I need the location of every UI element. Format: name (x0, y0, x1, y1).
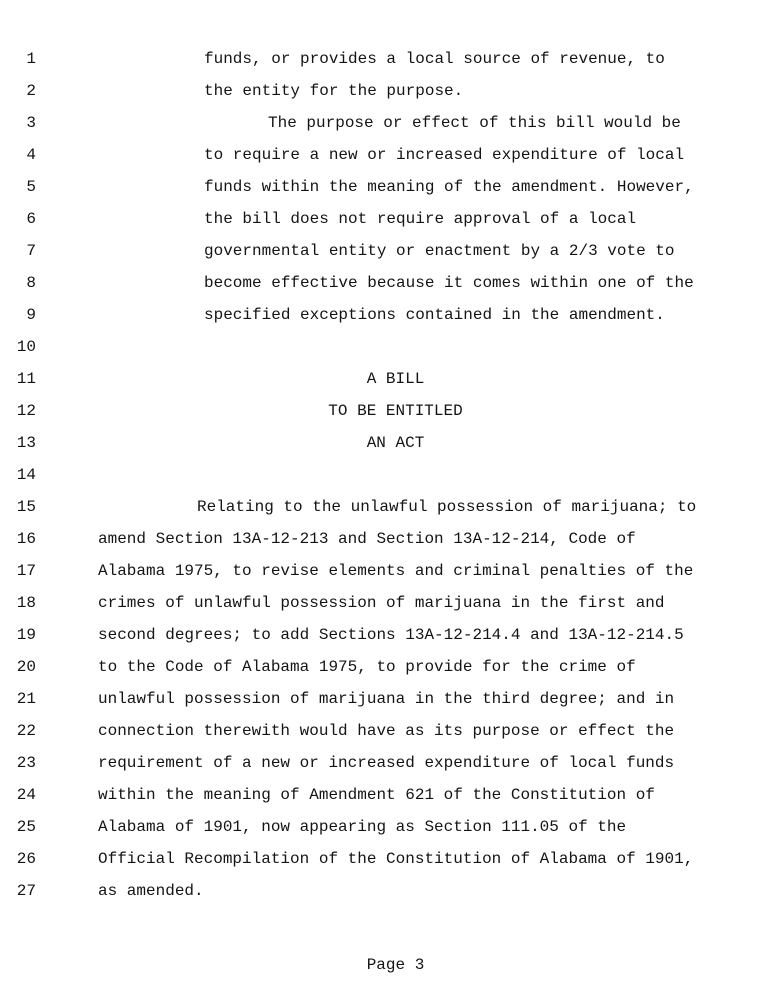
line-text: The purpose or effect of this bill would be (268, 114, 681, 132)
line-text: the bill does not require approval of a local (204, 210, 637, 228)
line-number: 27 (16, 882, 36, 900)
line-number: 22 (16, 722, 36, 740)
document-line (0, 43, 773, 75)
line-number: 6 (26, 210, 36, 228)
page-number: Page 3 (366, 956, 425, 974)
line-text: Official Recompilation of the Constitution of Alabama of 1901, (98, 850, 694, 868)
document-line (0, 331, 773, 363)
line-text: the entity for the purpose. (204, 82, 464, 100)
line-number: 21 (16, 690, 36, 708)
document-line (0, 619, 773, 651)
line-text: governmental entity or enactment by a 2/3 vote to (204, 242, 675, 260)
document-line (0, 203, 773, 235)
document-line (0, 779, 773, 811)
line-number: 23 (16, 754, 36, 772)
line-number: 17 (16, 562, 36, 580)
line-text: unlawful possession of marijuana in the third degree; and in (98, 690, 675, 708)
document-line (0, 235, 773, 267)
line-text: Relating to the unlawful possession of marijuana; to (197, 498, 697, 516)
document-line (0, 587, 773, 619)
line-text: A BILL (366, 370, 425, 388)
document-body (0, 43, 773, 907)
line-text: as amended. (98, 882, 204, 900)
line-number: 9 (26, 306, 36, 324)
line-text: Alabama 1975, to revise elements and criminal penalties of the (98, 562, 694, 580)
line-text: amend Section 13A-12-213 and Section 13A-12-214, Code of (98, 530, 636, 548)
document-line (0, 395, 773, 427)
document-line (0, 523, 773, 555)
line-number: 3 (26, 114, 36, 132)
line-number: 26 (16, 850, 36, 868)
line-number: 20 (16, 658, 36, 676)
document-line (0, 139, 773, 171)
line-text: Alabama of 1901, now appearing as Section 111.05 of the (98, 818, 627, 836)
line-number: 12 (16, 402, 36, 420)
line-number: 11 (16, 370, 36, 388)
line-number: 8 (26, 274, 36, 292)
line-number: 7 (26, 242, 36, 260)
line-number: 13 (16, 434, 36, 452)
line-text: become effective because it comes within one of the (204, 274, 694, 292)
line-text: connection therewith would have as its purpose or effect the (98, 722, 675, 740)
document-line (0, 299, 773, 331)
document-line (0, 683, 773, 715)
document-line (0, 651, 773, 683)
line-text: to the Code of Alabama 1975, to provide for the crime of (98, 658, 636, 676)
line-number: 16 (16, 530, 36, 548)
line-text: within the meaning of Amendment 621 of the Constitution of (98, 786, 655, 804)
line-number: 24 (16, 786, 36, 804)
line-text: second degrees; to add Sections 13A-12-214.4 and 13A-12-214.5 (98, 626, 684, 644)
line-number: 5 (26, 178, 36, 196)
document-line (0, 843, 773, 875)
document-line (0, 747, 773, 779)
line-number: 25 (16, 818, 36, 836)
line-number: 10 (16, 338, 36, 356)
line-text: funds, or provides a local source of revenue, to (204, 50, 665, 68)
document-line (0, 715, 773, 747)
document-line (0, 75, 773, 107)
line-number: 19 (16, 626, 36, 644)
line-text: to require a new or increased expenditure of local (204, 146, 685, 164)
line-number: 18 (16, 594, 36, 612)
document-line (0, 427, 773, 459)
document-line (0, 363, 773, 395)
line-number: 2 (26, 82, 36, 100)
line-number: 4 (26, 146, 36, 164)
document-line (0, 491, 773, 523)
document-line (0, 267, 773, 299)
line-number: 1 (26, 50, 36, 68)
line-text: crimes of unlawful possession of marijuana in the first and (98, 594, 665, 612)
line-number: 14 (16, 466, 36, 484)
document-line (0, 459, 773, 491)
line-text: requirement of a new or increased expenditure of local funds (98, 754, 675, 772)
document-line (0, 555, 773, 587)
document-line (0, 875, 773, 907)
document-line (0, 811, 773, 843)
document-line (0, 107, 773, 139)
document-line (0, 171, 773, 203)
line-text: funds within the meaning of the amendment. However, (204, 178, 694, 196)
line-text: specified exceptions contained in the amendment. (204, 306, 665, 324)
line-number: 15 (16, 498, 36, 516)
line-text: AN ACT (366, 434, 425, 452)
line-text: TO BE ENTITLED (328, 402, 463, 420)
